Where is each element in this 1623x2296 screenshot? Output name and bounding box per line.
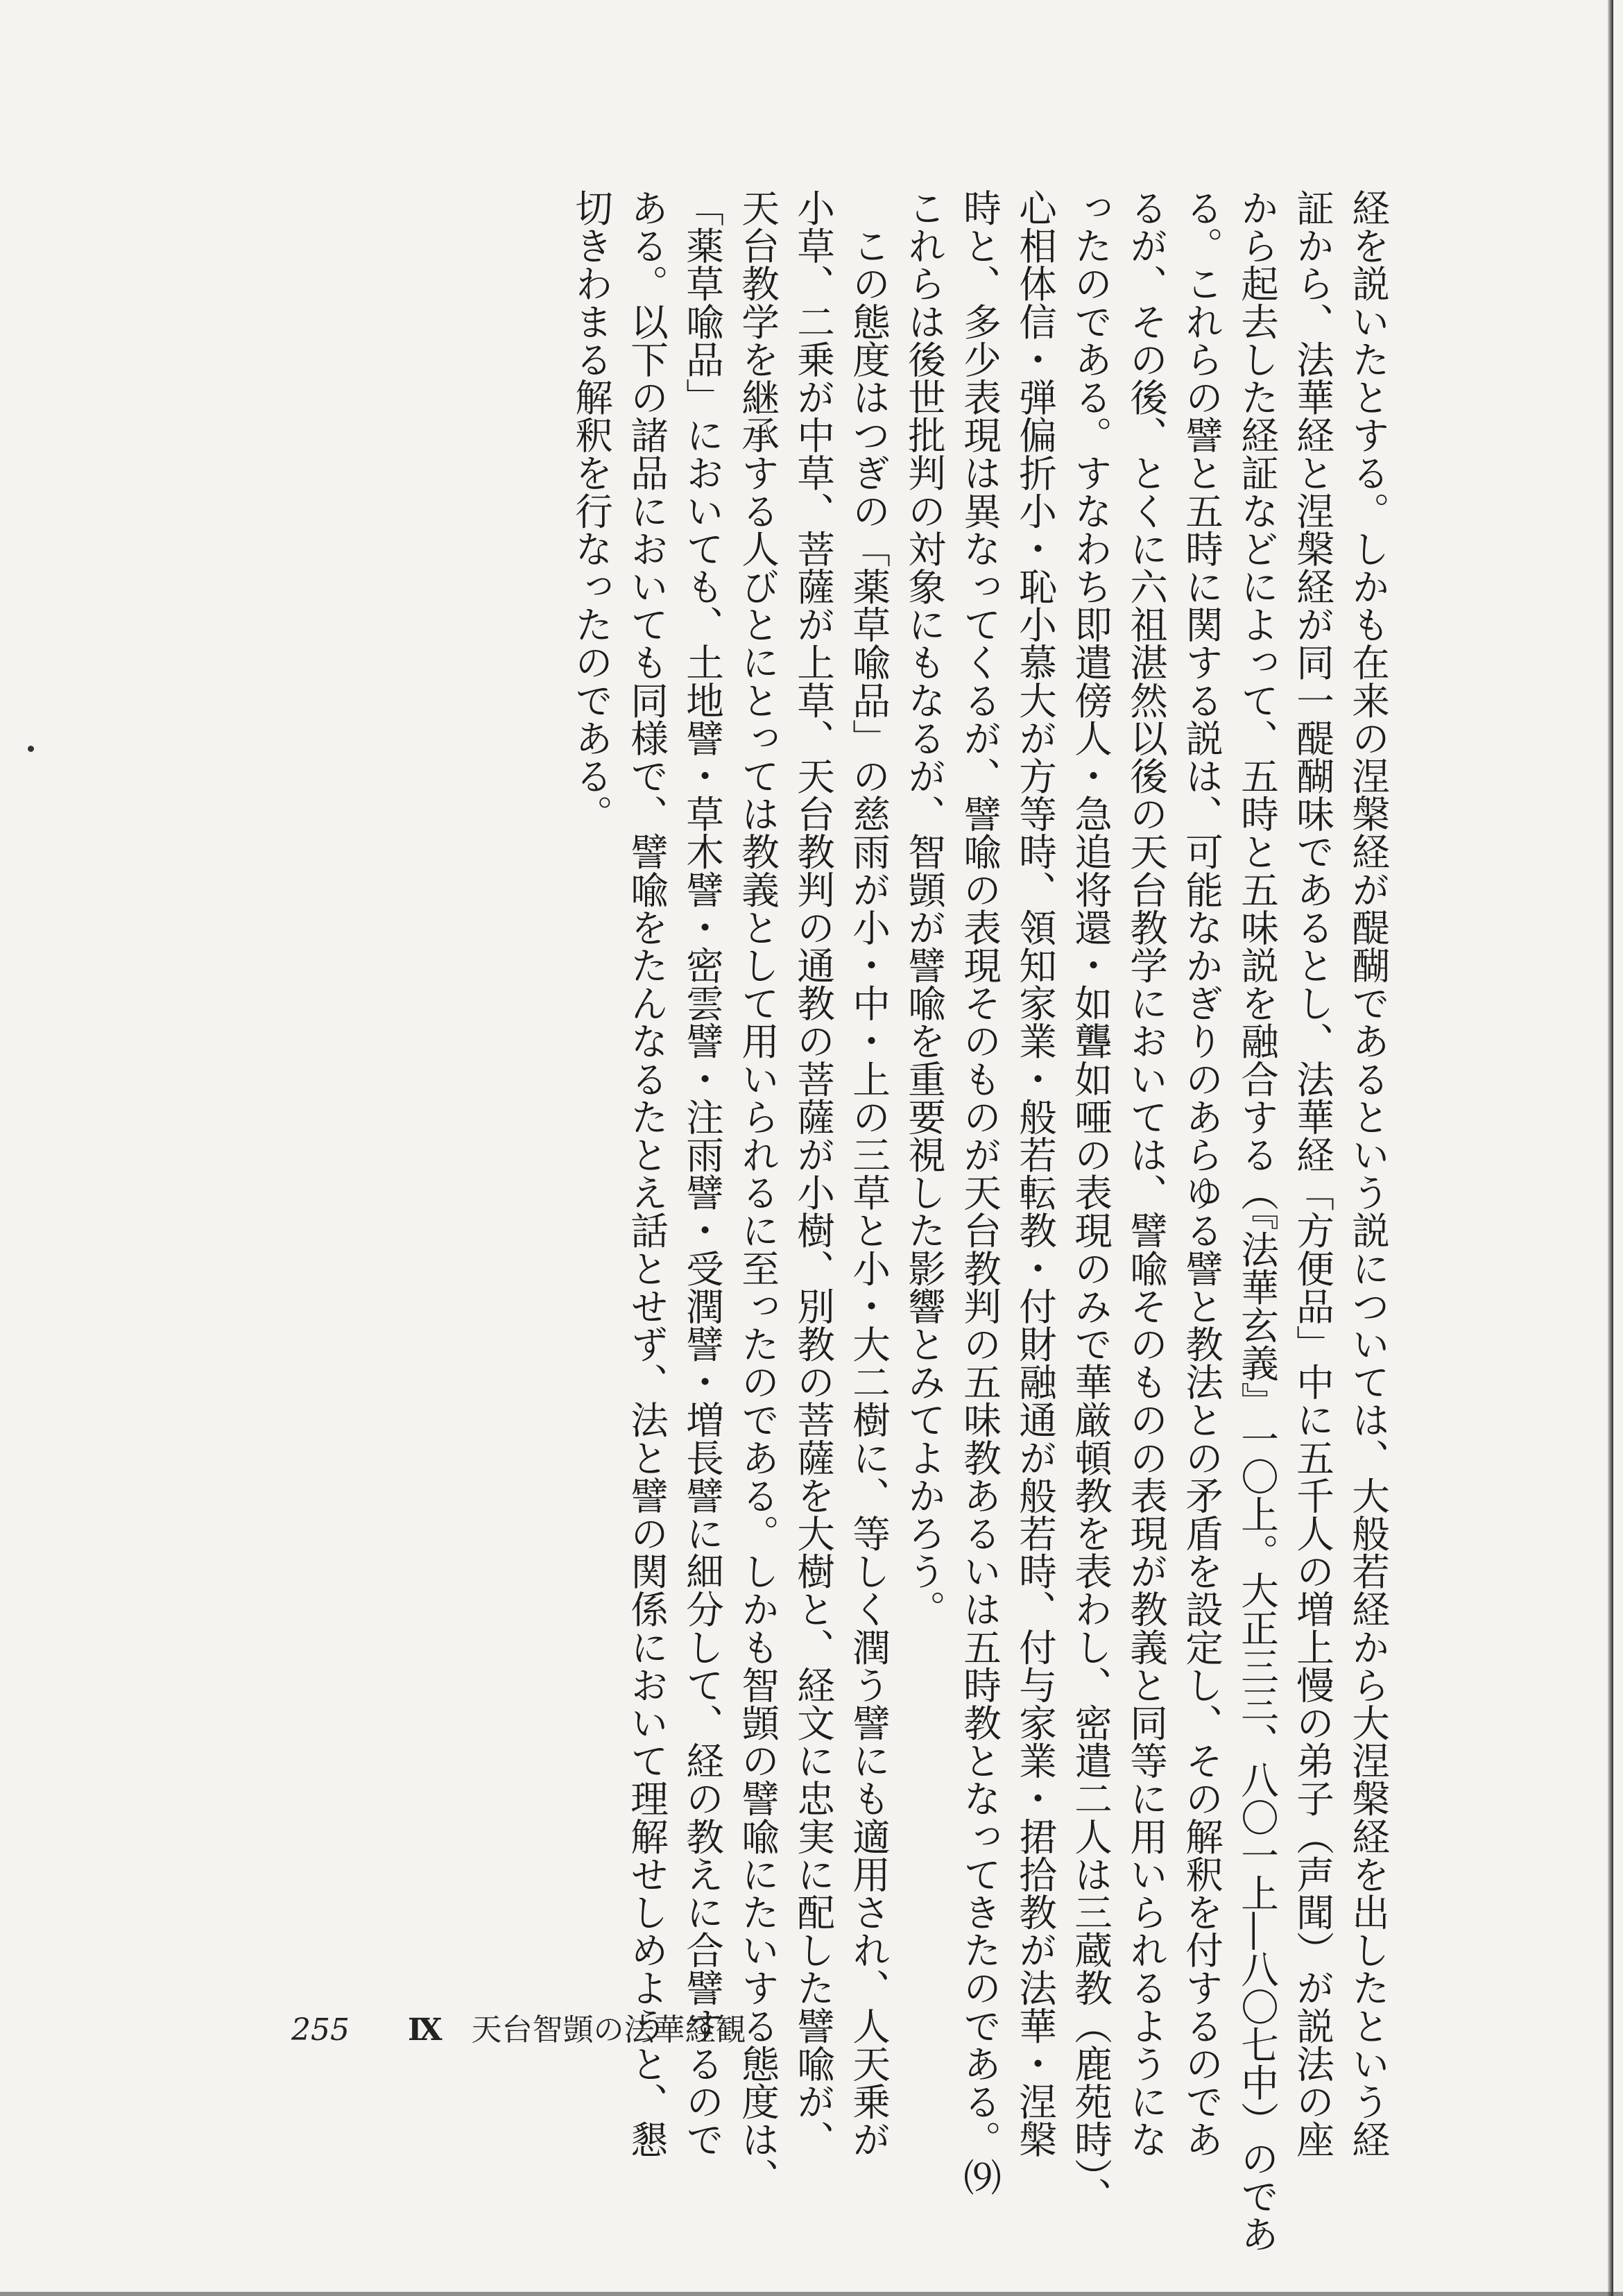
scan-speck <box>28 746 34 752</box>
text-line-13: 「薬草喩品」においても、土地譬・草木譬・密雲譬・注雨譬・受潤譬・増長譬に細分して、経の教えに合譬するので <box>680 189 724 2159</box>
text-line-8: 時と、多少表現は異なってくるが、譬喩の表現そのものが天台教判の五味教あるいは五時教となってきたのである。⑼ <box>957 189 1002 2196</box>
text-line-2: 証から、法華経と涅槃経が同一醍醐味であるとし、法華経「方便品」中に五千人の増上慢の弟子（声聞）が説法の座 <box>1290 189 1334 2159</box>
text-line-6: ったのである。すなわち即遣傍人・急追将還・如聾如唖の表現のみで華厳頓教を表わし、密遣二人は三蔵教（鹿苑時）、 <box>1068 189 1113 2216</box>
scan-page-edge <box>1608 0 1613 2296</box>
page-footer <box>291 2005 746 2049</box>
chapter-number: Ⅸ <box>407 2012 443 2048</box>
text-line-7: 心相体信・弾偏折小・恥小慕大が方等時、領知家業・般若転教・付財融通が般若時、付与家業・捃拾教が法華・涅槃 <box>1013 189 1057 2159</box>
text-line-15: 切きわまる解釈を行なったのである。 <box>569 189 613 833</box>
scan-bottom-edge <box>0 2292 1623 2296</box>
text-line-5: るが、その後、とくに六祖湛然以後の天台教学においては、譬喩そのものの表現が教義と同等に用いられるようにな <box>1124 189 1168 2159</box>
text-line-3: から起去した経証などによって、五時と五味説を融合する（『法華玄義』一〇上。大正三三、八〇一上―八〇七中）のであ <box>1235 189 1279 2253</box>
text-line-4: る。これらの譬と五時に関する説は、可能なかぎりのあらゆる譬と教法との矛盾を設定し、その解釈を付するのであ <box>1179 189 1223 2159</box>
text-line-11: 小草、二乗が中草、菩薩が上草、天台教判の通教の菩薩が小樹、別教の菩薩を大樹と、経文に忠実に配した譬喩が、 <box>791 189 835 2159</box>
text-line-1: 経を説いたとする。しかも在来の涅槃経が醍醐であるという説については、大般若経から大涅槃経を出したという経 <box>1346 189 1390 2159</box>
text-line-9: これらは後世批判の対象にもなるが、智顗が譬喩を重要視した影響とみてよかろう。 <box>902 189 946 1628</box>
text-line-12: 天台教学を継承する人びとにとっては教義として用いられるに至ったのである。しかも智顗の譬喩にたいする態度は、 <box>735 189 780 2196</box>
page-number: 255 <box>291 2012 350 2048</box>
chapter-title: 天台智顗の法華経観 <box>471 2012 746 2048</box>
text-line-14: ある。以下の諸品においても同様で、譬喩をたんなるたとえ話とせず、法と譬の関係において理解せしめようと、懇 <box>624 189 669 2159</box>
body-text <box>563 189 1396 2270</box>
text-line-10: この態度はつぎの「薬草喩品」の慈雨が小・中・上の三草と小・大二樹に、等しく潤う譬にも適用され、人天乗が <box>846 189 891 2159</box>
